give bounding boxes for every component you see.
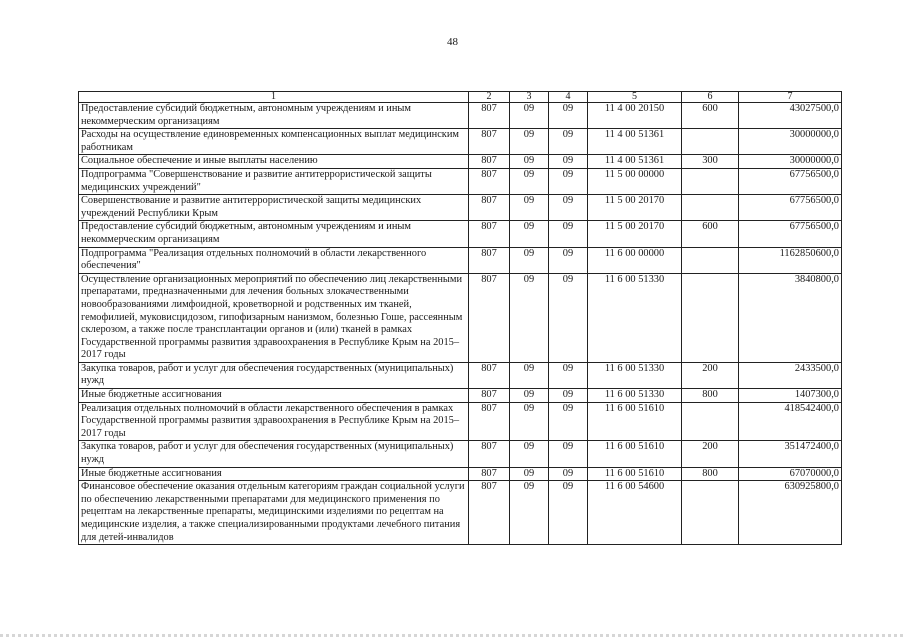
row-subsection-cell: 09 (549, 247, 588, 273)
column-header-5: 5 (588, 92, 682, 103)
row-expense-type-cell: 200 (682, 441, 739, 467)
row-amount-cell: 30000000,0 (739, 155, 842, 169)
row-section-cell: 09 (510, 467, 549, 481)
row-amount-cell: 67756500,0 (739, 221, 842, 247)
row-expense-type-cell (682, 481, 739, 545)
row-amount-cell: 3840800,0 (739, 273, 842, 362)
table-row (79, 247, 842, 273)
row-name-cell: Подпрограмма "Реализация отдельных полномочий в области лекарственного обеспечения" (79, 247, 469, 273)
row-subsection-cell: 09 (549, 168, 588, 194)
row-name-cell: Социальное обеспечение и иные выплаты населению (79, 155, 469, 169)
row-code-cell: 807 (469, 362, 510, 388)
row-code-cell: 807 (469, 441, 510, 467)
row-target-article-cell: 11 6 00 00000 (588, 247, 682, 273)
column-header-1: 1 (79, 92, 469, 103)
row-name-cell: Предоставление субсидий бюджетным, автономным учреждениям и иным некоммерческим организациям (79, 103, 469, 129)
table-row (79, 362, 842, 388)
row-section-cell: 09 (510, 221, 549, 247)
row-section-cell: 09 (510, 168, 549, 194)
row-expense-type-cell: 800 (682, 389, 739, 403)
row-target-article-cell: 11 4 00 20150 (588, 103, 682, 129)
row-target-article-cell: 11 5 00 00000 (588, 168, 682, 194)
row-subsection-cell: 09 (549, 362, 588, 388)
row-subsection-cell: 09 (549, 221, 588, 247)
row-section-cell: 09 (510, 155, 549, 169)
row-name-cell: Осуществление организационных мероприятий по обеспечению лиц лекарственными препаратами, предназначенными для лечения больных злокачественными новообразованиями лимфоидной, кроветворной и родственных им тканей, гемофилией, муковисцидозом, гипофизарным нанизмом, болезнью Гоше, рассеянным склерозом, а также после трансплантации органов и (или) тканей в рамках Государственной программы развития здравоохранения в Республике Крым на 2015–2017 годы (79, 273, 469, 362)
table-row (79, 129, 842, 155)
row-expense-type-cell: 800 (682, 467, 739, 481)
row-expense-type-cell (682, 129, 739, 155)
row-subsection-cell: 09 (549, 389, 588, 403)
row-target-article-cell: 11 4 00 51361 (588, 129, 682, 155)
column-header-2: 2 (469, 92, 510, 103)
row-expense-type-cell (682, 168, 739, 194)
table-row (79, 467, 842, 481)
row-amount-cell: 67756500,0 (739, 168, 842, 194)
row-target-article-cell: 11 5 00 20170 (588, 221, 682, 247)
row-subsection-cell: 09 (549, 467, 588, 481)
row-target-article-cell: 11 6 00 51610 (588, 402, 682, 441)
row-expense-type-cell (682, 402, 739, 441)
table-header-row (79, 92, 842, 103)
row-code-cell: 807 (469, 103, 510, 129)
row-subsection-cell: 09 (549, 273, 588, 362)
row-target-article-cell: 11 4 00 51361 (588, 155, 682, 169)
row-name-cell: Расходы на осуществление единовременных компенсационных выплат медицинским работникам (79, 129, 469, 155)
row-section-cell: 09 (510, 441, 549, 467)
row-code-cell: 807 (469, 273, 510, 362)
row-subsection-cell: 09 (549, 441, 588, 467)
row-section-cell: 09 (510, 273, 549, 362)
row-target-article-cell: 11 6 00 54600 (588, 481, 682, 545)
row-code-cell: 807 (469, 481, 510, 545)
table-row (79, 103, 842, 129)
column-header-6: 6 (682, 92, 739, 103)
table-row (79, 168, 842, 194)
table-row (79, 273, 842, 362)
row-expense-type-cell: 600 (682, 221, 739, 247)
row-code-cell: 807 (469, 129, 510, 155)
row-subsection-cell: 09 (549, 481, 588, 545)
row-subsection-cell: 09 (549, 402, 588, 441)
row-expense-type-cell: 300 (682, 155, 739, 169)
scan-edge-artifact (0, 634, 905, 637)
row-subsection-cell: 09 (549, 195, 588, 221)
row-name-cell: Реализация отдельных полномочий в области лекарственного обеспечения в рамках Государственной программы развития здравоохранения в Республике Крым на 2015–2017 годы (79, 402, 469, 441)
row-target-article-cell: 11 6 00 51610 (588, 467, 682, 481)
row-name-cell: Совершенствование и развитие антитеррористической защиты медицинских учреждений Республики Крым (79, 195, 469, 221)
table-row (79, 481, 842, 545)
row-amount-cell: 630925800,0 (739, 481, 842, 545)
row-code-cell: 807 (469, 402, 510, 441)
row-amount-cell: 351472400,0 (739, 441, 842, 467)
row-name-cell: Подпрограмма "Совершенствование и развитие антитеррористической защиты медицинских учреждений" (79, 168, 469, 194)
table-row (79, 389, 842, 403)
row-expense-type-cell: 200 (682, 362, 739, 388)
row-name-cell: Предоставление субсидий бюджетным, автономным учреждениям и иным некоммерческим организациям (79, 221, 469, 247)
row-target-article-cell: 11 5 00 20170 (588, 195, 682, 221)
row-target-article-cell: 11 6 00 51330 (588, 273, 682, 362)
row-section-cell: 09 (510, 195, 549, 221)
table-row (79, 155, 842, 169)
row-amount-cell: 1162850600,0 (739, 247, 842, 273)
row-amount-cell: 30000000,0 (739, 129, 842, 155)
column-header-4: 4 (549, 92, 588, 103)
row-section-cell: 09 (510, 103, 549, 129)
row-code-cell: 807 (469, 195, 510, 221)
row-code-cell: 807 (469, 168, 510, 194)
row-amount-cell: 67756500,0 (739, 195, 842, 221)
row-subsection-cell: 09 (549, 103, 588, 129)
table-row (79, 441, 842, 467)
row-name-cell: Закупка товаров, работ и услуг для обеспечения государственных (муниципальных) нужд (79, 362, 469, 388)
row-section-cell: 09 (510, 362, 549, 388)
row-code-cell: 807 (469, 467, 510, 481)
row-expense-type-cell (682, 195, 739, 221)
row-name-cell: Иные бюджетные ассигнования (79, 389, 469, 403)
row-expense-type-cell (682, 247, 739, 273)
row-amount-cell: 43027500,0 (739, 103, 842, 129)
column-header-3: 3 (510, 92, 549, 103)
row-target-article-cell: 11 6 00 51330 (588, 389, 682, 403)
row-section-cell: 09 (510, 247, 549, 273)
row-section-cell: 09 (510, 389, 549, 403)
row-target-article-cell: 11 6 00 51610 (588, 441, 682, 467)
row-name-cell: Закупка товаров, работ и услуг для обеспечения государственных (муниципальных) нужд (79, 441, 469, 467)
page-number: 48 (447, 36, 458, 48)
column-header-7: 7 (739, 92, 842, 103)
table-row (79, 402, 842, 441)
row-amount-cell: 67070000,0 (739, 467, 842, 481)
row-code-cell: 807 (469, 155, 510, 169)
row-amount-cell: 2433500,0 (739, 362, 842, 388)
row-code-cell: 807 (469, 247, 510, 273)
row-expense-type-cell (682, 273, 739, 362)
row-section-cell: 09 (510, 402, 549, 441)
row-name-cell: Финансовое обеспечение оказания отдельным категориям граждан социальной услуги по обеспечению лекарственными препаратами для медицинского применения по рецептам на лекарственные препараты, медицинскими изделиями по рецептам на медицинские изделия, а также специализированными продуктами лечебного питания для детей-инвалидов (79, 481, 469, 545)
row-target-article-cell: 11 6 00 51330 (588, 362, 682, 388)
row-amount-cell: 418542400,0 (739, 402, 842, 441)
row-subsection-cell: 09 (549, 155, 588, 169)
row-section-cell: 09 (510, 481, 549, 545)
row-code-cell: 807 (469, 221, 510, 247)
row-name-cell: Иные бюджетные ассигнования (79, 467, 469, 481)
row-section-cell: 09 (510, 129, 549, 155)
table-row (79, 221, 842, 247)
row-subsection-cell: 09 (549, 129, 588, 155)
row-code-cell: 807 (469, 389, 510, 403)
budget-table (78, 91, 842, 545)
row-amount-cell: 1407300,0 (739, 389, 842, 403)
table-row (79, 195, 842, 221)
row-expense-type-cell: 600 (682, 103, 739, 129)
